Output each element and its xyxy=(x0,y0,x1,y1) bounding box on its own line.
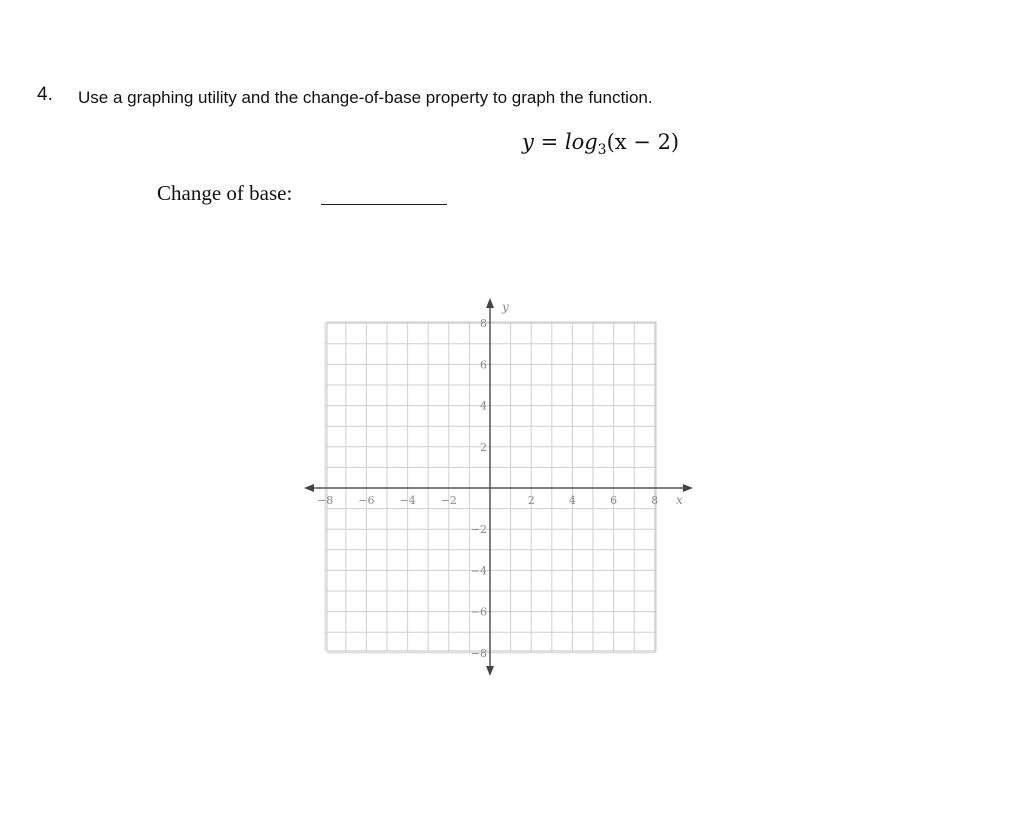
change-of-base-label: Change of base: xyxy=(157,181,293,205)
y-axis-up-arrow-icon xyxy=(486,298,494,308)
y-tick-label: −4 xyxy=(470,564,487,578)
y-tick-label: −6 xyxy=(470,605,487,619)
y-tick-label: 8 xyxy=(480,317,487,331)
y-axis-down-arrow-icon xyxy=(486,666,494,676)
x-tick-label: −6 xyxy=(358,494,375,507)
y-tick-label: 6 xyxy=(480,358,487,372)
y-tick-label: 4 xyxy=(480,399,487,413)
y-tick-label: 2 xyxy=(480,440,487,454)
y-tick-label: −2 xyxy=(470,523,487,537)
change-of-base-answer-blank[interactable] xyxy=(321,204,447,205)
equation-base: 3 xyxy=(597,142,607,159)
x-tick-label: −8 xyxy=(317,494,334,507)
question-text: Use a graphing utility and the change-of-base property to graph the function. xyxy=(78,88,653,107)
function-equation xyxy=(522,130,679,158)
x-axis-right-arrow-icon xyxy=(683,484,693,492)
x-axis-left-arrow-icon xyxy=(304,484,314,492)
x-tick-label: 2 xyxy=(527,494,535,507)
y-axis-label: y xyxy=(502,300,509,314)
x-tick-label: −2 xyxy=(440,494,457,507)
question-number: 4. xyxy=(37,84,53,105)
equation-log: log xyxy=(564,130,598,154)
equation-equals: = xyxy=(540,130,559,154)
x-tick-label: 4 xyxy=(568,494,576,507)
equation-argument: (x − 2) xyxy=(606,130,680,154)
x-axis-label: x xyxy=(676,493,683,507)
equation-lhs: y xyxy=(522,130,534,154)
x-tick-label: 6 xyxy=(610,494,618,507)
grid-border xyxy=(327,322,659,651)
x-tick-label: −4 xyxy=(399,494,416,507)
x-tick-label: 8 xyxy=(651,494,659,507)
y-tick-label: −8 xyxy=(470,646,487,660)
coordinate-grid[interactable] xyxy=(300,295,700,685)
